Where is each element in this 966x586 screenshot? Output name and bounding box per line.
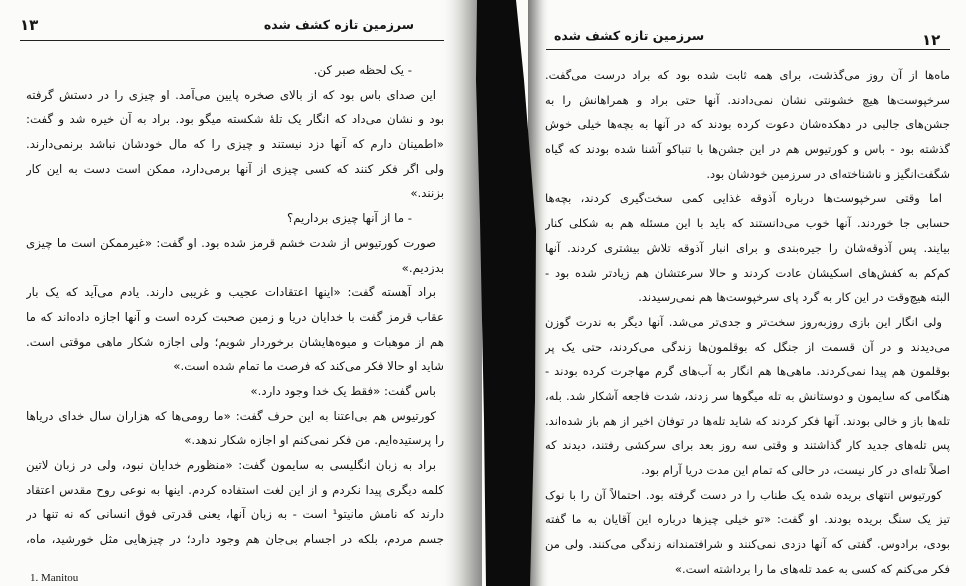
text-line: - یک لحظه صبر کن. bbox=[313, 63, 412, 77]
running-title: سرزمین تازه کشف شده bbox=[263, 17, 414, 32]
text-line: کورتیوس انتهای بریده شده یک طناب را در دست گرفته بود. احتمالاً آن را با نوک bbox=[545, 487, 942, 502]
text-line: ولی اگر فکر کنند که کسی چیزی از آنها برمی‌دارد، ممکن است دست به این کار bbox=[26, 161, 444, 176]
right-page bbox=[540, 0, 966, 586]
text-line: تیز یک سنگ بریده بودند. او گفت: «تو خیلی چیزها درباره این آقایان به ما گفته bbox=[545, 512, 950, 527]
text-line: تله‌ها باز و خالی بودند. آنها فکر کردند که شاید تله‌ها در توفان اخیر از هم باز شده‌اند. bbox=[545, 413, 950, 428]
text-line: فکر می‌کنم که کسی به عمد تله‌های ما را برداشته است.» bbox=[674, 561, 950, 576]
text-line: کم‌کم به کفش‌های اسکیشان عادت کردند و حالا سرعتشان هم زیادتر شده بود - bbox=[545, 265, 950, 280]
text-line: بزنند.» bbox=[410, 186, 444, 201]
text-line: جشن‌های جالبی در دهکده‌شان دعوت کرده بودند که در آنها به بچه‌ها خیلی خوش bbox=[545, 117, 950, 132]
text-line: ولی انگار این بازی روزبه‌روز سخت‌تر و جدی‌تر می‌شد. آنها دیگر به ندرت گوزن bbox=[545, 314, 942, 329]
text-line: کورتیوس هم بی‌اعتنا به این حرف گفت: «ما رومی‌ها که هزاران سال خدای دریاها bbox=[26, 408, 436, 423]
left-page bbox=[0, 0, 462, 586]
text-line: شگفت‌انگیز و ناشناخته‌ای در سرزمین خودشان بود. bbox=[706, 166, 950, 181]
text-line: را پرستیده‌ایم. من فکر نمی‌کنم او اجازه شکار ندهد.» bbox=[184, 433, 444, 448]
text-line: هم از موهبات و میوه‌هایشان برخوردار شویم؛ ولی اجازه شکار ماهی موقتی است. bbox=[26, 334, 444, 349]
text-line: پس تله‌های جدید کار گذاشتند و وقتی سه روز بعد برای سرکشی رفتند، دیدند که bbox=[545, 438, 950, 453]
running-title: سرزمین تازه کشف شده bbox=[554, 28, 705, 43]
text-line: کلمه دیگری پیدا نکردم و از این لغت استفاده کردم. اینها به نوعی روح مقدس اعتقاد bbox=[26, 482, 444, 497]
text-line: می‌دیدند و در آن قسمت از جنگل که بوقلمون‌ها زندگی می‌کردند، حتی یک پر bbox=[545, 339, 950, 354]
text-line: شاید او حالا فکر می‌کند که فرصت ما تمام شده است.» bbox=[173, 359, 444, 374]
text-line: بود و نشان می‌داد که انگار یک تلهٔ شکسته میگو بود. براد به آن خیره شد و گفت: bbox=[26, 112, 444, 127]
text-line: گذشته بود - باس و کورتیوس هم در این جشن‌ها با تنباکو آشنا شده بودند که گیاه bbox=[545, 142, 950, 157]
text-line: باس گفت: «فقط یک خدا وجود دارد.» bbox=[250, 383, 436, 398]
header-rule bbox=[20, 40, 444, 41]
footnote: 1. Manitou bbox=[30, 572, 79, 584]
text-line: - ما از آنها چیزی برداریم؟ bbox=[287, 211, 412, 226]
text-line: «اطمینان دارم که آنها دزد نیستند و چیزی را که مال خودشان نباشد برنمی‌دارند. bbox=[26, 137, 444, 152]
text-line: حسابی جا خوردند. آنها خوب می‌دانستند که باید با این مسئله هم به شکلی کنار bbox=[545, 216, 950, 231]
body-text bbox=[545, 63, 950, 581]
text-line: براد آهسته گفت: «اینها اعتقادات عجیب و غریبی دارند. یادم می‌آید که یک بار bbox=[26, 285, 436, 300]
page-number: ۱۳ bbox=[20, 16, 39, 34]
text-line: جسم مردم، بلکه در اجسام بی‌جان هم وجود دارد؛ در چیزهایی مثل خورشید، ماه، bbox=[26, 532, 444, 547]
text-line: بدزدیم.» bbox=[401, 260, 444, 275]
text-line: ماه‌ها از آن روز می‌گذشت، برای همه ثابت شده بود که براد درست می‌گفت. bbox=[545, 68, 950, 82]
text-line: دارند که نامش مانیتو¹ است - به زبان آنها، یعنی قدرتی فوق انسانی که نه تنها در bbox=[26, 507, 444, 522]
header-rule bbox=[546, 49, 950, 50]
text-line: بوقلمون هم پیدا نمی‌کردند. ماهی‌ها هم انگار به آب‌های گرم مهاجرت کرده بودند - bbox=[545, 364, 950, 379]
text-line: عقاب قرمز گفت با خدایان دریا و زمین صحبت کرده است و آنها اجازه داده‌اند که ما bbox=[26, 309, 444, 324]
body-text bbox=[26, 58, 444, 552]
text-line: البته هیچ‌وقت در این کار به گرد پای سرخپوست‌ها هم نمی‌رسیدند. bbox=[638, 290, 950, 305]
text-line: براد به زبان انگلیسی به سایمون گفت: «منظورم خدایان نبود، ولی در زبان لاتین bbox=[26, 458, 436, 472]
text-line: صورت کورتیوس از شدت خشم قرمز شده بود. او گفت: «غیرممکن است ما چیزی bbox=[26, 235, 436, 250]
text-line: اما وقتی سرخپوست‌ها درباره آذوقه غذایی کمی سخت‌گیری کردند، بچه‌ها bbox=[545, 191, 942, 206]
text-line: اصلاً تله‌ای در کار نیست، در حالی که تمام این مدت دریا آرام بود. bbox=[641, 463, 950, 477]
page-number: ۱۲ bbox=[922, 31, 941, 49]
text-line: هنگامی که سایمون و دوستانش به تله میگوها سر زدند، شدت فاجعه آشکار شد. بله، bbox=[545, 388, 950, 403]
text-line: سرخپوست‌ها هیچ خشونتی نشان نمی‌دادند. آنها حتی براد و همراهانش را به bbox=[545, 92, 950, 107]
text-line: بیایند. پس آذوقه‌شان را جیره‌بندی و برای انبار آذوقه تلاش بیشتری کردند. آنها bbox=[545, 240, 950, 255]
text-line: بودی، برادوس. گفتی که آنها دزدی نمی‌کنند و شرافتمندانه زندگی می‌کنند. ولی من bbox=[545, 537, 950, 552]
text-line: این صدای باس بود که از بالای صخره پایین می‌آمد. او چیزی را در دستش گرفته bbox=[26, 87, 436, 102]
